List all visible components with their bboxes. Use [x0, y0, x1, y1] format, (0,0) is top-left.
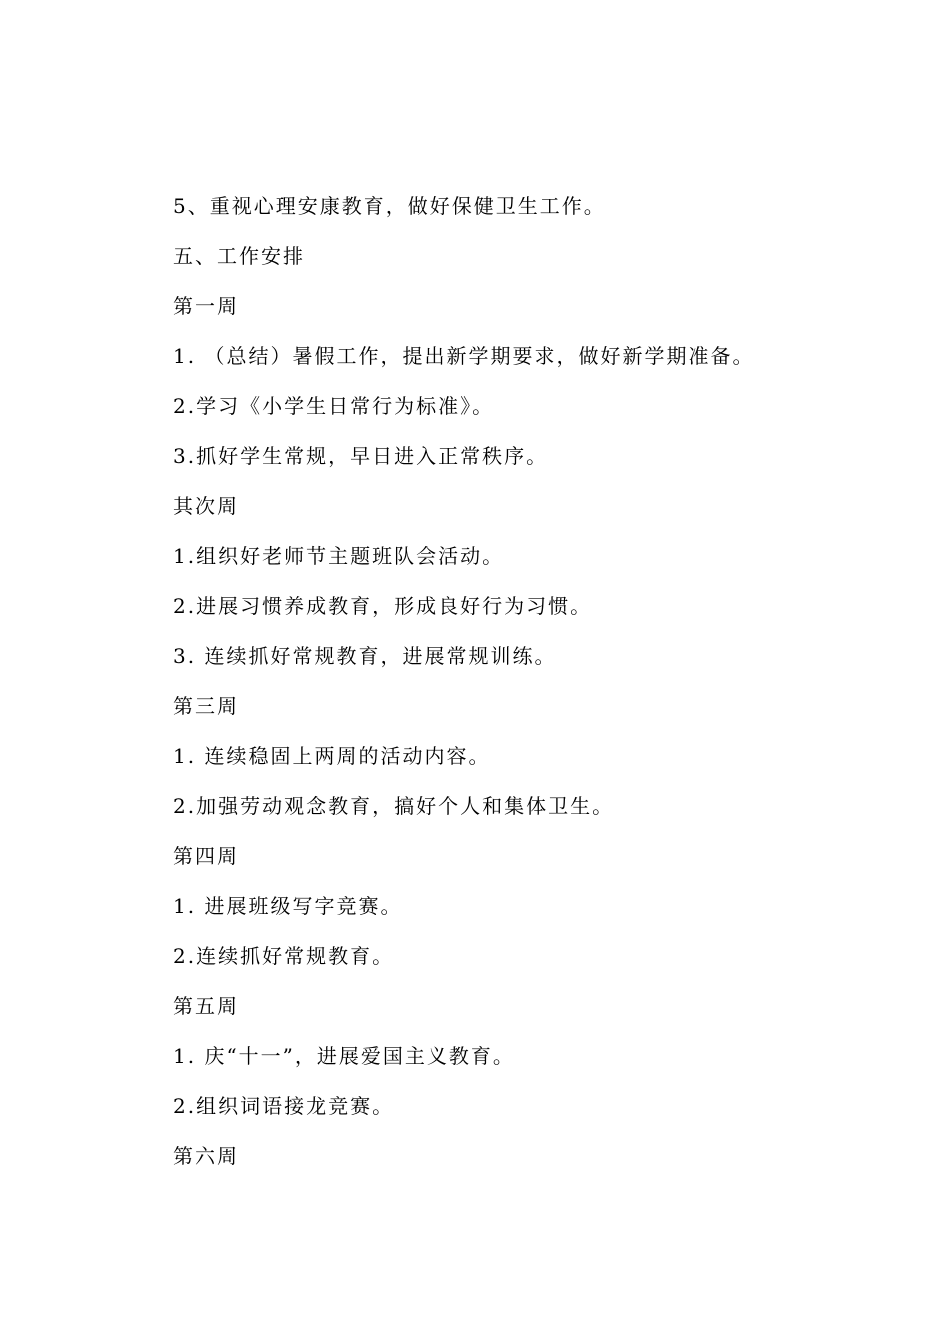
list-item: 1. 连续稳固上两周的活动内容。: [173, 744, 491, 768]
list-item: 5、重视心理安康教育，做好保健卫生工作。: [173, 194, 606, 218]
document-body: [173, 186, 893, 1186]
list-item: 1. （总结）暑假工作，提出新学期要求，做好新学期准备。: [173, 344, 755, 368]
list-item: 1.组织好老师节主题班队会活动。: [173, 544, 505, 568]
week-heading: 第三周: [173, 694, 239, 718]
list-item: 2.连续抓好常规教育。: [173, 944, 395, 968]
list-item: 2.组织词语接龙竞赛。: [173, 1094, 395, 1118]
week-heading: 其次周: [173, 494, 239, 518]
list-item: 1. 庆“十一”，进展爱国主义教育。: [173, 1044, 515, 1068]
section-heading: 五、工作安排: [173, 244, 305, 268]
week-heading: 第六周: [173, 1144, 239, 1168]
week-heading: 第四周: [173, 844, 239, 868]
list-item: 1. 进展班级写字竞赛。: [173, 894, 403, 918]
list-item: 2.加强劳动观念教育，搞好个人和集体卫生。: [173, 794, 615, 818]
list-item: 2.进展习惯养成教育，形成良好行为习惯。: [173, 594, 593, 618]
list-item: 3. 连续抓好常规教育，进展常规训练。: [173, 644, 557, 668]
list-item: 2.学习《小学生日常行为标准》。: [173, 394, 495, 418]
week-heading: 第五周: [173, 994, 239, 1018]
week-heading: 第一周: [173, 294, 239, 318]
list-item: 3.抓好学生常规，早日进入正常秩序。: [173, 444, 549, 468]
